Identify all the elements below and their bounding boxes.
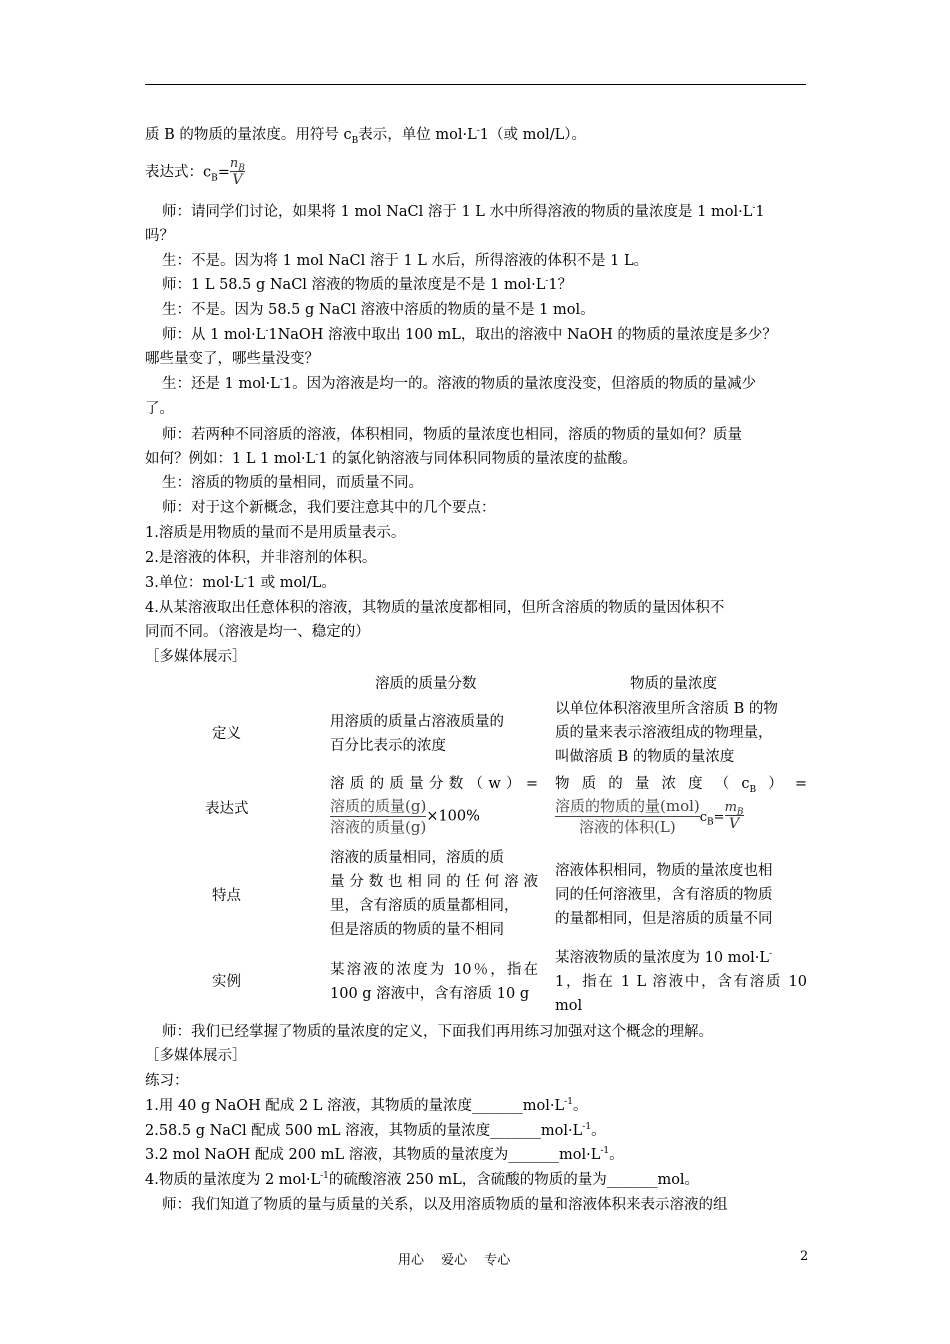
exercise-heading: 练习： xyxy=(145,1073,189,1089)
table-header: 溶质的质量分数 xyxy=(375,676,477,692)
fraction: $\frac{m_B}{V}$ xyxy=(724,800,744,832)
footer-motto: 用心 爱心 专心 xyxy=(398,1253,511,1268)
list-item: 2.是溶液的体积，并非溶剂的体积。 xyxy=(145,550,377,566)
text-line: 师：我们知道了物质的量与质量的关系，以及用溶质物质的量和溶液体积来表示溶液的组 xyxy=(162,1197,728,1213)
table-cell: 溶液的质量相同，溶质的质 量分数也相同的任何溶液 里，含有溶质的质量都相同， 但是溶质的物质的量不相同 xyxy=(330,850,538,938)
text-line: 师：我们已经掌握了物质的量浓度的定义，下面我们再用练习加强对这个概念的理解。 xyxy=(162,1024,713,1040)
list-item: 3.单位：mol·L-1 或 mol/L。 xyxy=(145,574,336,591)
media-label: ［多媒体展示］ xyxy=(145,1048,247,1064)
text-line: 如何？例如：1 L 1 mol·L-1 的氯化钠溶液与同体积同物质的量浓度的盐酸。 xyxy=(145,450,637,467)
row-label: 定义 xyxy=(212,726,241,742)
table-header: 物质的量浓度 xyxy=(630,676,717,692)
text-line: 了。 xyxy=(145,401,174,417)
table-cell: 用溶质的质量占溶液质量的 百分比表示的浓度 xyxy=(330,714,504,754)
exercise-item: 2.58.5 g NaCl 配成 500 mL 溶液，其物质的量浓度$\_\_\_\_\_\_\_mol\cdot L^{-1}$。 xyxy=(145,1122,606,1139)
exercise-item: 1.用 40 g NaOH 配成 2 L 溶液，其物质的量浓度$\_\_\_\_\_\_\_mol\cdot L^{-1}$。 xyxy=(145,1097,588,1114)
fraction: $\frac{n_B}{V}$ xyxy=(229,156,245,188)
row-label: 实例 xyxy=(212,974,241,990)
fraction: $\frac{\text{溶质的质量(g)}}{\text{溶液的质量(g)}}$ xyxy=(330,797,427,836)
table-cell: 溶液体积相同，物质的量浓度也相 同的任何溶液里，含有溶质的物质 的量都相同，但是溶质的质量不同 xyxy=(555,863,773,927)
text-line: 师：请同学们讨论，如果将 1 mol NaCl 溶于 1 L 水中所得溶液的物质的量浓度是 1 mol·L-1 xyxy=(162,203,765,220)
list-item: 4.从某溶液取出任意体积的溶液，其物质的量浓度都相同，但所含溶质的物质的量因体积不 xyxy=(145,600,725,616)
page-number: 2 xyxy=(800,1249,809,1264)
text-line: 同而不同。（溶液是均一、稳定的） xyxy=(145,624,370,640)
exercise-item: 4.物质的量浓度为 2 $mol\cdot L^{-1}$的硫酸溶液 250 mL，含硫酸的物质的量为_______mol。 xyxy=(145,1171,700,1188)
exercise-item: 3.2 mol NaOH 配成 200 mL 溶液，其物质的量浓度为$\_\_\_\_\_\_\_mol\cdot L^{-1}$。 xyxy=(145,1146,624,1163)
media-label: ［多媒体展示］ xyxy=(145,649,247,665)
fraction: $\frac{\text{溶质的物质的量(mol)}}{\text{溶液的体积(L)}}$ xyxy=(555,797,700,836)
text-line: 师：1 L 58.5 g NaCl 溶液的物质的量浓度是不是 1 mol·L-1？ xyxy=(162,276,573,293)
row-label: 表达式 xyxy=(205,801,249,817)
row-label: 特点 xyxy=(212,888,241,904)
table-cell: 物质的量浓度$(c_B)=$ $\frac{\text{溶质的物质的量(mol)}}{\text{溶液的体积(L)}}$ $c_B=$ $\frac{m_B}{V}$ xyxy=(555,776,808,836)
table-cell: 溶质的质量分数（w）= $\frac{\text{溶质的质量(g)}}{\text{溶液的质量(g)}}$ ×100% xyxy=(330,776,538,836)
text-line: 师：从 1 mol·L-1NaOH 溶液中取出 100 mL，取出的溶液中 NaOH 的物质的量浓度是多少？ xyxy=(162,326,777,343)
text-line: 吗？ xyxy=(145,228,174,244)
text-line: 师：对于这个新概念，我们要注意其中的几个要点： xyxy=(162,500,496,516)
table-cell: 某溶液的浓度为 10％，指在 100 g 溶液中，含有溶质 10 g xyxy=(330,962,538,1002)
header-rule xyxy=(145,84,806,85)
table-cell: 以单位体积溶液里所含溶质 B 的物 质的量来表示溶液组成的物理量， 叫做溶质 B 的物质的量浓度 xyxy=(555,701,778,765)
expression-line: 表达式：$c_B=$ $\frac{n_B}{V}$ xyxy=(145,156,245,188)
list-item: 1.溶质是用物质的量而不是用质量表示。 xyxy=(145,525,406,541)
text-line: 哪些量变了，哪些量没变？ xyxy=(145,351,319,367)
text-line: 生：还是 1 mol·L-1。因为溶液是均一的。溶液的物质的量浓度没变，但溶质的物质的量减少 xyxy=(162,375,757,392)
text-line: 生：溶质的物质的量相同，而质量不同。 xyxy=(162,475,423,491)
text-line: 生：不是。因为 58.5 g NaCl 溶液中溶质的物质的量不是 1 mol。 xyxy=(162,302,595,318)
text-line: 质 B 的物质的量浓度。用符号 $c_B$表示，单位 mol·L-1（或 mol/L）。 xyxy=(145,126,586,146)
table-cell: 某溶液物质的量浓度为 10 mol·L- 1，指在 1 L 溶液中，含有溶质 10 mol xyxy=(555,949,807,1014)
text-line: 师：若两种不同溶质的溶液，体积相同，物质的量浓度也相同，溶质的物质的量如何？质量 xyxy=(162,427,742,443)
text-line: 生：不是。因为将 1 mol NaCl 溶于 1 L 水后，所得溶液的体积不是 1 L。 xyxy=(162,253,649,269)
